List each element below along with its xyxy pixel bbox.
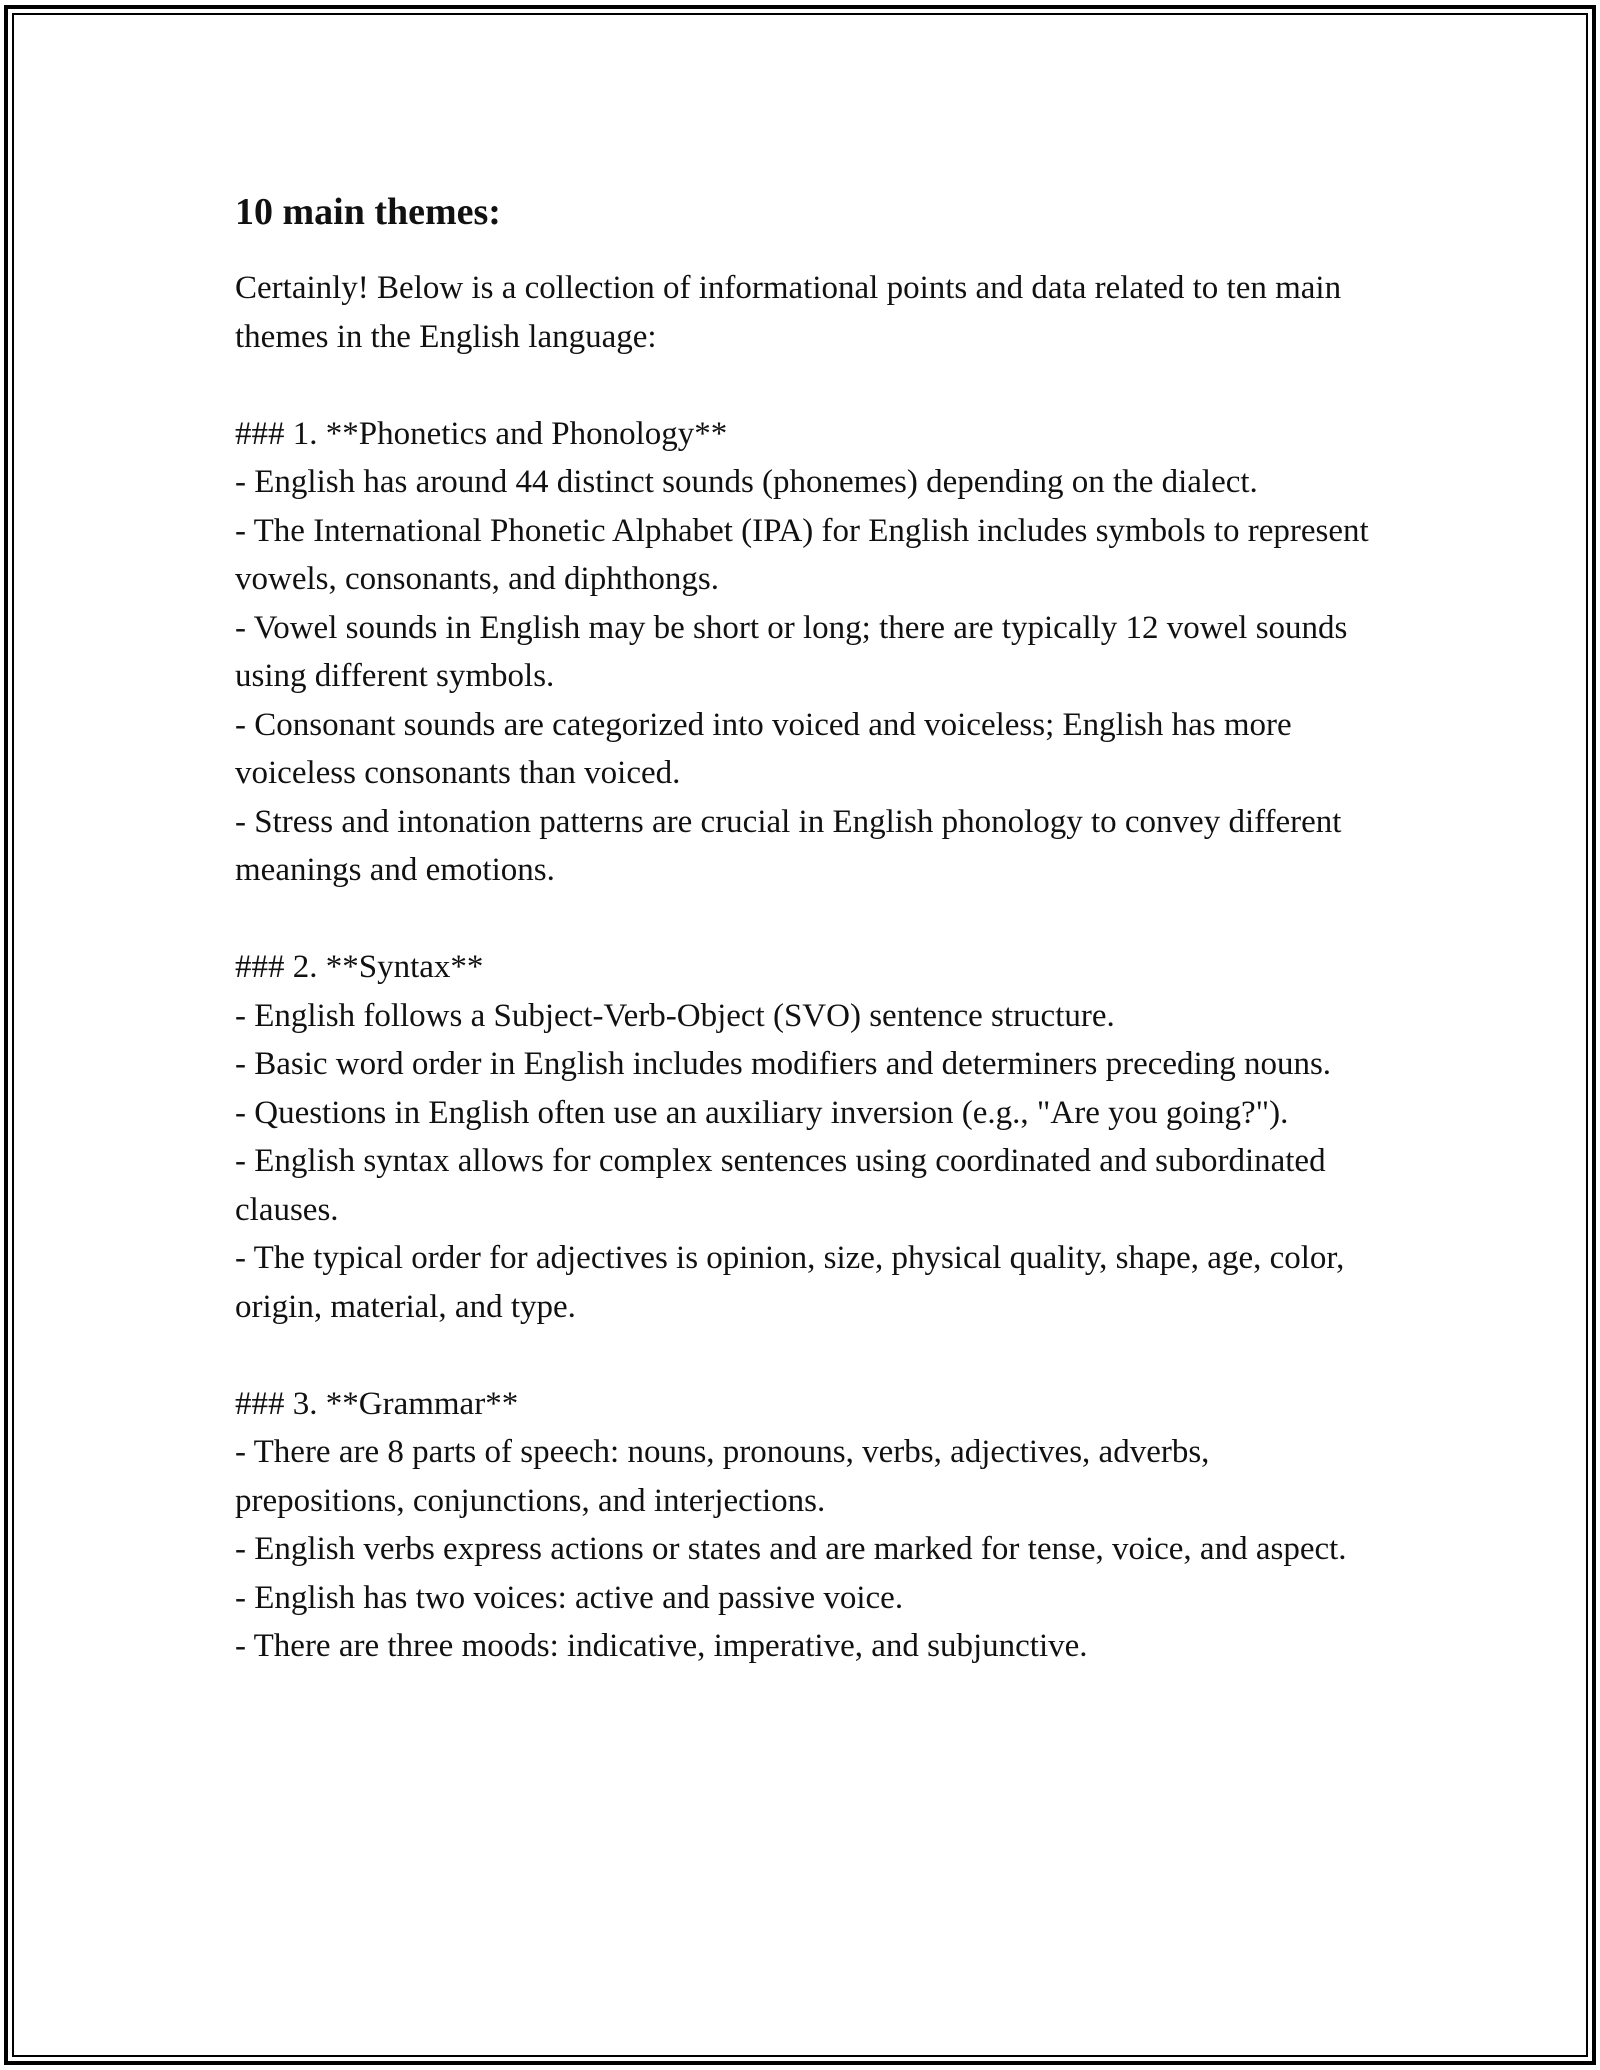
- document-body: [235, 186, 1375, 1671]
- page-title: 10 main themes:: [235, 191, 501, 233]
- section-syntax: [235, 943, 1375, 1331]
- list-item: - English has around 44 distinct sounds (phonemes) depending on the dialect.: [235, 464, 1258, 500]
- list-item: - There are three moods: indicative, imperative, and subjunctive.: [235, 1628, 1088, 1664]
- section-grammar: [235, 1380, 1375, 1671]
- list-item: - Stress and intonation patterns are crucial in English phonology to convey different meanings and emotions.: [235, 803, 1342, 888]
- list-item: - Questions in English often use an auxiliary inversion (e.g., "Are you going?").: [235, 1094, 1289, 1131]
- list-item: - The International Phonetic Alphabet (IPA) for English includes symbols to represent vowels, consonants, and diphthongs.: [235, 512, 1369, 597]
- list-item: - Vowel sounds in English may be short or long; there are typically 12 vowel sounds using different symbols.: [235, 609, 1348, 694]
- list-item: - The typical order for adjectives is opinion, size, physical quality, shape, age, color, origin, material, and type.: [235, 1240, 1345, 1325]
- section-phonetics: [235, 410, 1375, 895]
- list-item: - Basic word order in English includes modifiers and determiners preceding nouns.: [235, 1046, 1332, 1082]
- list-item: - English syntax allows for complex sentences using coordinated and subordinated clauses.: [235, 1143, 1326, 1228]
- list-item: - English has two voices: active and passive voice.: [235, 1579, 904, 1616]
- intro-paragraph: Certainly! Below is a collection of informational points and data related to ten main themes in the English language:: [235, 270, 1342, 355]
- list-item: - There are 8 parts of speech: nouns, pronouns, verbs, adjectives, adverbs, prepositions, conjunctions, and interjections.: [235, 1434, 1210, 1519]
- section-heading: ### 2. **Syntax**: [235, 949, 484, 985]
- section-heading: ### 3. **Grammar**: [235, 1385, 519, 1422]
- list-item: - Consonant sounds are categorized into voiced and voiceless; English has more voiceless consonants than voiced.: [235, 706, 1292, 791]
- list-item: - English follows a Subject-Verb-Object (SVO) sentence structure.: [235, 997, 1115, 1034]
- section-heading: ### 1. **Phonetics and Phonology**: [235, 415, 728, 452]
- list-item: - English verbs express actions or states and are marked for tense, voice, and aspect.: [235, 1531, 1347, 1567]
